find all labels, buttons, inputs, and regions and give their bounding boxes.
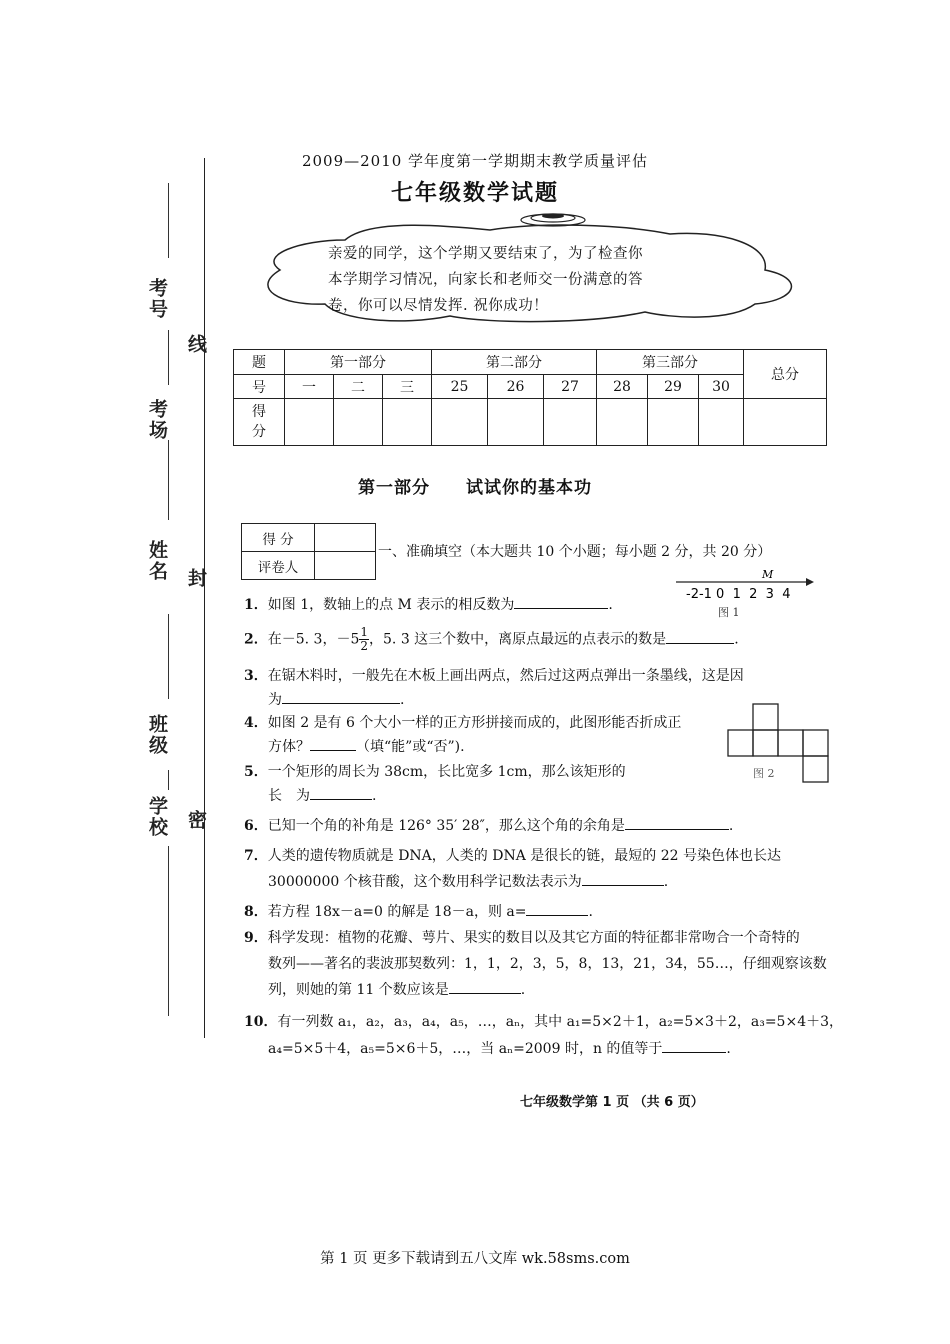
score-col-29: 29 [648,375,699,399]
q10-end: . [726,1041,731,1057]
q2-end: . [734,631,739,648]
score-cell[interactable] [699,399,744,446]
net-square [778,730,803,756]
q5-answer-blank[interactable] [310,784,372,800]
score-cell[interactable] [334,399,383,446]
q7-end: . [663,874,669,890]
question-7 [244,844,781,868]
class-label: 班级 [146,714,168,756]
q1-text: 如图 1，数轴上的点 M 表示的相反数为 [267,597,515,613]
q2-text-a: 在－5. 3，－5 [267,631,360,648]
q2-answer-blank[interactable] [666,628,734,644]
q2-number: 2． [244,631,268,648]
number-line-ticks: -2-1 0 1 2 3 4 [686,587,791,602]
q9-end: . [520,982,526,998]
q2-fraction-numerator: 1 [360,625,369,639]
q7-line-2: 30000000 个核苷酸，这个数用科学记数法表示为 [268,874,582,890]
swirl-ring-inner [542,214,564,219]
question-4 [244,711,681,735]
score-table-part2: 第二部分 [432,350,597,375]
q10-number: 10． [244,1014,278,1030]
school-label: 学校 [146,796,168,838]
q8-end: . [588,904,593,920]
q6-answer-blank[interactable] [625,814,729,830]
seal-word-secret: 密 [185,810,207,831]
q8-answer-blank[interactable] [526,900,588,916]
q6-number: 6． [244,818,268,834]
q4-line-1: 如图 2 是有 6 个大小一样的正方形拼接而成的，此图形能否折成正 [267,715,682,731]
q6-text: 已知一个角的补角是 126° 35′ 28″，那么这个角的余角是 [267,818,625,834]
question-10 [244,1010,843,1034]
question-10-cont [268,1037,731,1061]
net-square [803,756,828,782]
q8-text: 若方程 18x－a=0 的解是 18－a，则 a= [267,904,527,920]
question-4-cont [268,735,465,759]
net-square [728,730,753,756]
score-cell[interactable] [648,399,699,446]
q3-answer-blank[interactable] [282,688,400,704]
q4-number: 4． [244,715,268,731]
q8-number: 8． [244,904,268,920]
q3-end: . [400,692,405,708]
seal-word-line: 线 [185,334,207,355]
score-col-1: 一 [285,375,334,399]
score-col-26: 26 [488,375,544,399]
class-blank [168,614,169,699]
name-label: 姓名 [146,540,168,582]
download-footer: 第 1 页 更多下载请到五八文库 wk.58sms.com [320,1251,630,1267]
score-cell[interactable] [383,399,432,446]
part1-heading: 第一部分 试试你的基本功 [358,478,592,498]
greeting-line-3: 卷，你可以尽情发挥. 祝你成功！ [328,298,549,314]
q4-answer-blank[interactable] [310,735,356,751]
score-col-2: 二 [334,375,383,399]
question-8 [244,900,593,924]
net-square [803,730,828,756]
exam-title: 七年级数学试题 [390,181,559,206]
q9-line-2: 数列——著名的裴波那契数列：1，1，2，3，5，8，13，21，34，55…，仔细观察该数 [268,956,827,972]
q3-number: 3． [244,668,268,684]
exam-room-blank [168,330,169,385]
score-cell[interactable] [597,399,648,446]
question-1 [244,593,613,617]
score-col-3: 三 [383,375,432,399]
q5-line-2: 长 为 [268,788,310,804]
question-9 [244,926,800,950]
grader-box [241,523,376,580]
q9-line-1: 科学发现：植物的花瓣、萼片、果实的数目以及其它方面的特征都非常吻合一个奇特的 [267,930,800,946]
question-3-cont [268,688,404,712]
score-table-total: 总分 [744,350,827,399]
score-col-25: 25 [432,375,488,399]
score-table-label-ti: 题 [234,350,285,375]
score-label-fen: 分 [252,424,266,440]
q2-fraction [359,626,369,653]
exam-subtitle: 2009—2010 学年度第一学期期末教学质量评估 [301,152,649,170]
score-col-27: 27 [544,375,597,399]
q10-line-2: a₄=5×5＋4，a₅=5×6＋5，…，当 aₙ=2009 时，n 的值等于 [268,1041,663,1057]
q5-line-1: 一个矩形的周长为 38cm，长比宽多 1cm，那么该矩形的 [267,764,626,780]
q7-number: 7． [244,848,268,864]
question-5-cont [268,784,376,808]
q3-line-1: 在锯木料时，一般先在木板上画出两点，然后过这两点弹出一条墨线，这是因 [267,668,744,684]
score-table-label-hao: 号 [234,375,285,399]
q2-text-b: ，5. 3̇ 这三个数中，离原点最远的点表示的数是 [369,631,667,648]
figure2-caption: 图 2 [753,767,775,780]
score-label-de: 得 [252,404,266,420]
figure1-caption: 图 1 [718,606,740,619]
q9-line-3: 列，则她的第 11 个数应该是 [268,982,449,998]
score-cell[interactable] [432,399,488,446]
school-blank [168,846,169,1016]
score-col-30: 30 [699,375,744,399]
q1-end: . [608,597,613,613]
score-col-28: 28 [597,375,648,399]
q9-number: 9． [244,930,268,946]
grader-score-label: 得 分 [242,524,315,552]
q7-answer-blank[interactable] [582,870,664,886]
q4-line-2a: 方体？ [268,739,310,755]
exam-room-label: 考场 [146,399,168,441]
binding-line [204,158,205,1038]
score-cell-total[interactable] [744,399,827,446]
seal-word-seal: 封 [185,568,207,589]
net-square [753,704,778,730]
grader-reviewer-cell[interactable] [315,552,376,580]
score-table-part1: 第一部分 [285,350,432,375]
figure2-cube-net [725,702,835,788]
greeting-text [328,241,748,319]
point-m-label: M [762,568,774,581]
question-9-cont [268,952,827,976]
q10-answer-blank[interactable] [662,1037,726,1053]
q7-line-1: 人类的遗传物质就是 DNA，人类的 DNA 是很长的链，最短的 22 号染色体也长达 [267,848,781,864]
question-7-cont [268,870,668,894]
q4-line-2b: （填“能”或“否”). [356,739,465,755]
section-instructions: 一、准确填空（本大题共 10 个小题；每小题 2 分，共 20 分） [378,544,772,560]
net-square [753,730,778,756]
score-table-label-defen [234,399,285,446]
greeting-line-2: 本学期学习情况，向家长和老师交一份满意的答 [328,272,643,288]
score-cell[interactable] [488,399,544,446]
number-line-arrow [806,578,814,586]
question-6 [244,814,733,838]
question-3 [244,664,744,688]
greeting-line-1: 亲爱的同学，这个学期又要结束了，为了检查你 [328,246,643,262]
q5-number: 5． [244,764,268,780]
q2-fraction-denominator: 2 [360,639,369,653]
q1-answer-blank[interactable] [514,593,608,609]
grader-reviewer-label: 评卷人 [242,552,315,580]
question-2 [244,626,739,653]
score-table-part3: 第三部分 [597,350,744,375]
page-info: 七年级数学第 1 页 （共 6 页） [520,1095,704,1110]
q1-number: 1． [244,597,268,613]
score-cell[interactable] [544,399,597,446]
figure1-number-line [670,568,820,624]
grader-score-cell[interactable] [315,524,376,552]
exam-number-label: 考号 [146,278,168,320]
school-blank-top [168,770,169,790]
question-5 [244,760,626,784]
question-9-cont2 [268,978,525,1002]
q6-end: . [728,818,734,834]
q10-line-1: 有一列数 a₁，a₂，a₃，a₄，a₅，…，aₙ，其中 a₁=5×2＋1，a₂=5×3＋2，a₃=5×4＋3， [277,1014,844,1030]
q9-answer-blank[interactable] [449,978,521,994]
q5-end: . [372,788,377,804]
score-table [233,349,827,446]
score-cell[interactable] [285,399,334,446]
q3-line-2: 为 [268,692,282,708]
